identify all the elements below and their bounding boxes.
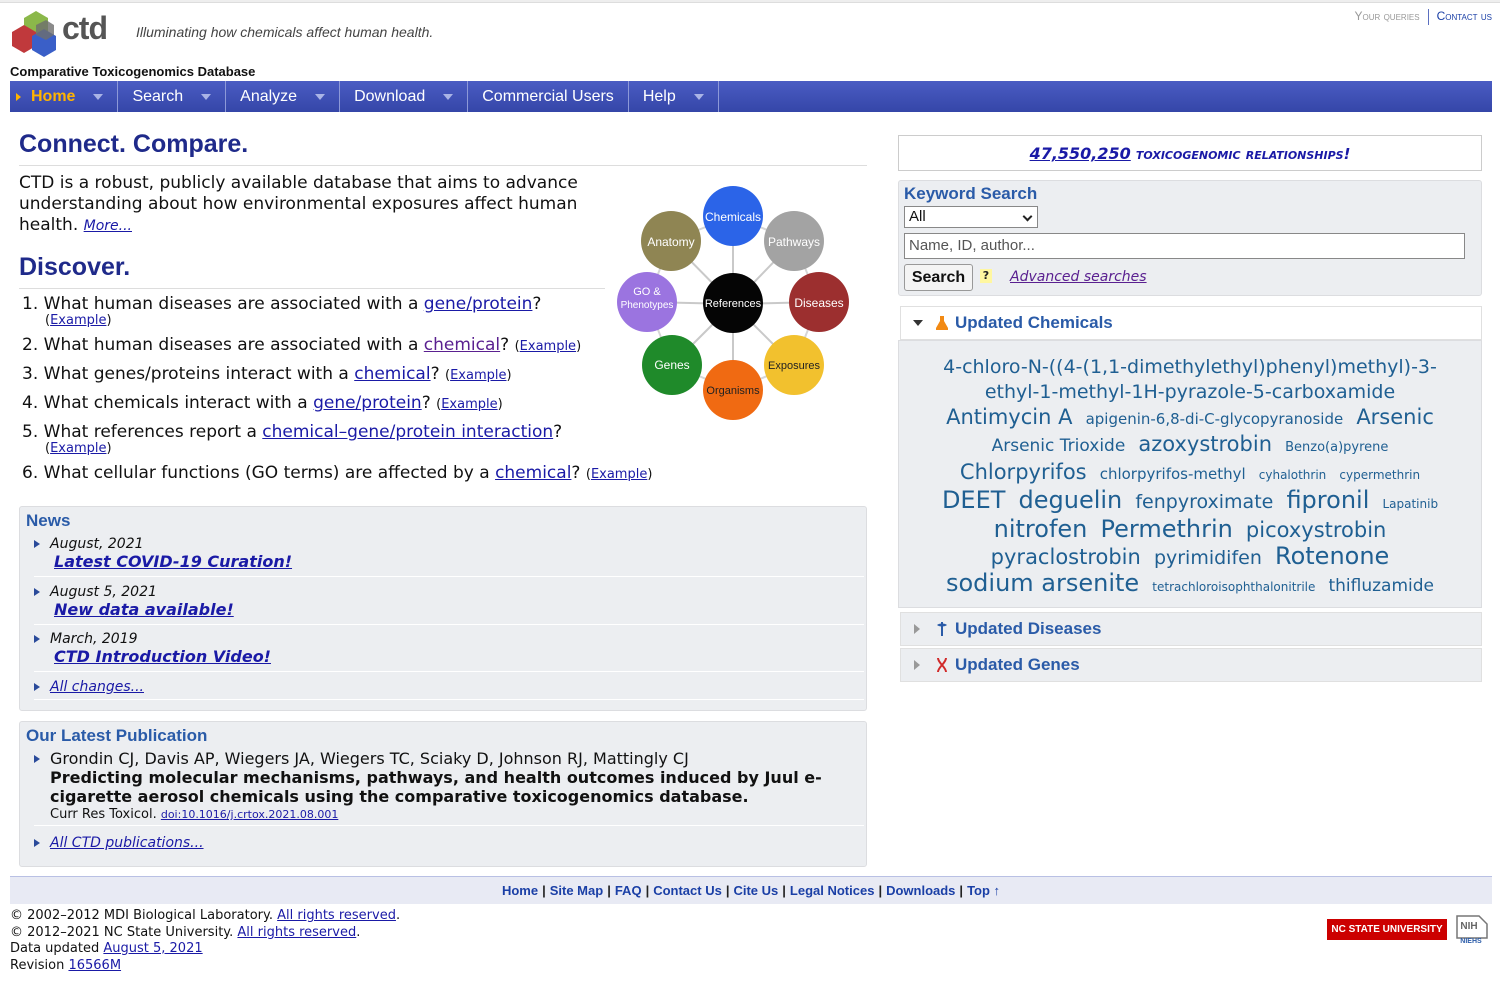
- contact-us-link[interactable]: Contact us: [1436, 9, 1492, 24]
- node-references[interactable]: [703, 273, 763, 333]
- question-text: What genes/proteins interact with a: [43, 364, 355, 384]
- help-icon[interactable]: ?: [980, 269, 992, 283]
- nav-download[interactable]: [340, 81, 468, 112]
- nav-analyze-label: Analyze: [240, 88, 298, 105]
- example-link[interactable]: Example: [590, 467, 648, 482]
- news-date: August 5, 2021: [50, 584, 157, 600]
- nav-home-label: Home: [31, 88, 76, 105]
- separator: |: [782, 883, 786, 898]
- publication-citation: [50, 806, 844, 824]
- svg-text:References: References: [704, 298, 762, 310]
- revision-link[interactable]: 16566M: [68, 957, 122, 973]
- example-link[interactable]: Example: [441, 397, 498, 412]
- question-mark: ?: [532, 294, 542, 314]
- relationships-banner: [898, 135, 1482, 171]
- nav-analyze[interactable]: [226, 81, 340, 112]
- top-links: [1354, 9, 1492, 25]
- intro-paragraph: CTD is a robust, publicly available database that aims to advance understanding about how environmental exposures affect human health.: [19, 173, 578, 235]
- node-go-phenotypes[interactable]: [617, 272, 677, 332]
- chemical-tag-link[interactable]: DEET: [941, 486, 1006, 514]
- question-item: [19, 462, 699, 486]
- footer-link-cite-us[interactable]: Cite Us: [733, 883, 779, 898]
- news-date: March, 2019: [50, 631, 138, 647]
- chemical-tag-link[interactable]: Chlorpyrifos: [959, 460, 1087, 484]
- question-text: What references report a: [43, 422, 263, 442]
- discover-questions: [19, 293, 699, 491]
- question-mark: ?: [553, 422, 563, 442]
- relationships-label: toxicogenomic relationships!: [1135, 145, 1351, 163]
- node-genes[interactable]: [642, 335, 702, 395]
- chevron-down-icon[interactable]: [443, 94, 453, 100]
- news-title: News: [26, 511, 71, 530]
- node-chemicals[interactable]: [703, 186, 763, 246]
- dna-icon: [936, 658, 948, 672]
- data-updated-link[interactable]: August 5, 2021: [103, 941, 203, 956]
- question-text: What human diseases are associated with a: [43, 294, 424, 314]
- question-text: What chemicals interact with a: [43, 393, 314, 413]
- example-link[interactable]: Example: [50, 441, 107, 456]
- footer-link-downloads[interactable]: Downloads: [886, 883, 956, 898]
- relationships-count[interactable]: 47,550,250: [1029, 144, 1131, 163]
- example-line: (Example): [45, 313, 112, 328]
- question-text: What cellular functions (GO terms) are affected by a: [43, 463, 496, 483]
- news-item: [34, 628, 864, 672]
- nav-search-label: Search: [132, 88, 184, 105]
- chemical-tag-link[interactable]: pyrimidifen: [1153, 547, 1262, 569]
- question-link[interactable]: chemical–gene/protein interaction: [262, 422, 554, 442]
- rights-link[interactable]: All rights reserved: [277, 908, 396, 923]
- example-link[interactable]: Example: [450, 368, 507, 383]
- your-queries-link[interactable]: Your queries: [1354, 9, 1420, 24]
- tagline: Illuminating how chemicals affect human health.: [136, 24, 434, 40]
- keyword-search-input[interactable]: Name, ID, author...: [904, 233, 1465, 259]
- question-link[interactable]: gene/protein: [313, 393, 422, 413]
- nav-search[interactable]: [118, 81, 226, 112]
- publication-authors: Grondin CJ, Davis AP, Wiegers JA, Wiegers TC, Sciaky D, Johnson RJ, Mattingly CJ: [50, 749, 689, 768]
- question-number: 1.: [22, 294, 39, 314]
- question-item: [19, 334, 699, 358]
- separator: |: [607, 883, 611, 898]
- nav-download-label: Download: [354, 88, 426, 105]
- all-publications-link[interactable]: All CTD publications...: [50, 835, 204, 851]
- publication-article-title: Predicting molecular mechanisms, pathways, and health outcomes induced by Juul e-cigarette aerosol chemicals using the comparative toxicogenomics database.: [50, 768, 822, 806]
- svg-text:NIEHS: NIEHS: [1460, 938, 1482, 944]
- svg-text:Pathways: Pathways: [767, 235, 821, 249]
- footer-nav: [10, 876, 1492, 904]
- separator: |: [878, 883, 883, 898]
- advanced-searches-link[interactable]: Advanced searches: [1010, 269, 1147, 285]
- news-date: August, 2021: [50, 536, 144, 552]
- news-item: [34, 533, 864, 577]
- updated-diseases-title: Updated Diseases: [955, 619, 1102, 638]
- search-button[interactable]: Search: [904, 264, 973, 291]
- svg-text:Chemicals: Chemicals: [704, 210, 762, 224]
- publication-title: Our Latest Publication: [26, 726, 208, 745]
- chemical-tag-link[interactable]: apigenin-6,8-di-C-glycopyranoside: [1085, 410, 1344, 428]
- example-wrap: (Example): [445, 368, 512, 383]
- svg-text:Anatomy: Anatomy: [647, 235, 695, 249]
- question-mark: ?: [430, 364, 440, 384]
- chemical-tag-link[interactable]: 4-chloro-N-((4-(1,1-dimethylethyl)phenyl)methyl)-3-ethyl-1-methyl-1H-pyrazole-5-carboxamide: [943, 356, 1437, 403]
- chemical-tag-link[interactable]: sodium arsenite: [945, 569, 1140, 597]
- caduceus-icon: [936, 622, 948, 636]
- node-exposures[interactable]: [764, 335, 824, 395]
- question-number: 3.: [22, 364, 39, 384]
- question-mark: ?: [500, 335, 510, 355]
- rights-link[interactable]: All rights reserved: [237, 924, 357, 940]
- copyright-line: © 2012–2021 NC State University. All rights reserved.: [10, 924, 361, 940]
- example-wrap: (Example): [514, 339, 582, 354]
- chevron-down-icon[interactable]: [694, 94, 704, 100]
- discover-title: Discover.: [19, 253, 131, 281]
- svg-text:Organisms: Organisms: [706, 385, 760, 397]
- chemical-tag-link[interactable]: pyraclostrobin: [990, 545, 1141, 569]
- node-anatomy[interactable]: [641, 211, 701, 271]
- example-line: (Example): [45, 441, 112, 456]
- chevron-down-icon[interactable]: [93, 94, 103, 100]
- question-item: [19, 421, 699, 457]
- separator: |: [645, 883, 650, 898]
- intro-text: [19, 173, 599, 237]
- chemical-tag-link[interactable]: Permethrin: [1100, 515, 1233, 543]
- intro-more-link[interactable]: More...: [83, 218, 132, 234]
- question-item: [19, 392, 699, 416]
- divider: [19, 288, 605, 289]
- nav-commercial-users-label: Commercial Users: [482, 88, 614, 105]
- node-pathways[interactable]: [764, 211, 824, 271]
- question-mark: ?: [571, 463, 581, 483]
- chemical-tag-link[interactable]: nitrofen: [993, 515, 1088, 543]
- question-item: [19, 293, 699, 329]
- logo-text[interactable]: ctd: [62, 10, 107, 46]
- data-relationship-diagram[interactable]: [612, 183, 862, 429]
- news-link[interactable]: Latest COVID-19 Curation!: [54, 552, 293, 571]
- example-link[interactable]: Example: [519, 339, 577, 354]
- all-changes-row: [34, 676, 864, 700]
- bullet-triangle-icon: [34, 540, 40, 548]
- updated-genes-header[interactable]: [900, 648, 1482, 682]
- data-updated-line: [10, 941, 400, 958]
- doi-link[interactable]: doi:10.1016/j.crtox.2021.08.001: [160, 808, 339, 821]
- chemical-tag-link[interactable]: Lapatinib: [1382, 497, 1439, 511]
- nih-logo-icon[interactable]: [1455, 912, 1489, 944]
- bullet-triangle-icon: [34, 635, 40, 643]
- revision-line: [10, 958, 400, 975]
- footer-link-faq[interactable]: FAQ: [614, 883, 642, 898]
- chemical-tag-link[interactable]: cyhalothrin: [1258, 468, 1327, 482]
- divider: [19, 165, 867, 166]
- question-text: What human diseases are associated with a: [43, 335, 424, 355]
- svg-text:Exposures: Exposures: [768, 360, 820, 372]
- question-number: 6.: [22, 463, 39, 483]
- svg-text:GO &: GO &: [633, 286, 661, 298]
- footer-link-top[interactable]: Top ↑: [967, 883, 1001, 898]
- footer-link-contact-us[interactable]: Contact Us: [653, 883, 722, 898]
- chemical-tag-link[interactable]: Arsenic Trioxide: [991, 436, 1126, 456]
- question-number: 2.: [22, 335, 39, 355]
- revision-label: Revision: [10, 957, 69, 973]
- example-link[interactable]: Example: [50, 313, 107, 328]
- all-publications-row: [34, 825, 864, 851]
- search-category-select[interactable]: [904, 206, 1038, 228]
- journal-name: Curr Res Toxicol.: [50, 807, 157, 822]
- chemical-tag-link[interactable]: chlorpyrifos-methyl: [1099, 465, 1246, 483]
- nav-help-label: Help: [642, 88, 676, 105]
- copyright-text: © 2002–2012 MDI Biological Laboratory.: [10, 908, 278, 923]
- publication-panel: [19, 721, 867, 867]
- question-link[interactable]: chemical: [495, 463, 572, 483]
- copyright-text: © 2012–2021 NC State University.: [10, 924, 238, 940]
- chemical-tag-link[interactable]: Benzo(a)pyrene: [1285, 440, 1389, 455]
- question-mark: ?: [421, 393, 431, 413]
- keyword-search-title: Keyword Search: [904, 184, 1038, 203]
- updated-genes-title: Updated Genes: [955, 655, 1080, 674]
- connect-title: Connect. Compare.: [19, 130, 249, 158]
- bullet-triangle-icon: [34, 683, 40, 691]
- separator: |: [959, 883, 964, 898]
- question-link[interactable]: chemical: [423, 335, 501, 355]
- chevron-right-icon: [914, 624, 920, 634]
- updated-diseases-header[interactable]: [900, 612, 1482, 646]
- footer-link-home[interactable]: Home: [501, 883, 539, 898]
- chemical-tag-link[interactable]: picoxystrobin: [1245, 518, 1387, 542]
- example-wrap: (Example): [436, 397, 503, 412]
- bullet-triangle-icon: [34, 755, 40, 763]
- news-item: [34, 581, 864, 625]
- separator: |: [542, 883, 546, 898]
- svg-text:Phenotypes: Phenotypes: [620, 300, 674, 311]
- top-border: [0, 0, 1500, 3]
- example-wrap: (Example): [585, 467, 653, 482]
- bullet-triangle-icon: [34, 839, 40, 847]
- copyright-block: [10, 908, 400, 974]
- chevron-down-icon: [913, 320, 923, 326]
- nav-commercial-users[interactable]: [468, 81, 629, 112]
- news-panel: [19, 506, 867, 711]
- chemical-tag-link[interactable]: Rotenone: [1274, 542, 1390, 570]
- question-link[interactable]: chemical: [354, 364, 431, 384]
- updated-chemicals-title: Updated Chemicals: [955, 313, 1113, 332]
- chemical-tag-link[interactable]: Arsenic: [1356, 405, 1434, 429]
- chemical-tag-link[interactable]: azoxystrobin: [1138, 432, 1273, 456]
- chevron-down-icon: [1023, 212, 1033, 222]
- chemical-tag-link[interactable]: tetrachloroisophthalonitrile: [1152, 580, 1316, 594]
- copyright-line: © 2002–2012 MDI Biological Laboratory. All rights reserved.: [10, 908, 401, 923]
- main-nav: [10, 81, 1492, 112]
- nav-home[interactable]: [10, 81, 118, 112]
- publication-entry: [34, 749, 844, 824]
- chemical-tag-link[interactable]: fipronil: [1286, 486, 1370, 514]
- question-item: [19, 363, 699, 387]
- chevron-down-icon[interactable]: [201, 94, 211, 100]
- divider: [1428, 9, 1429, 25]
- bullet-triangle-icon: [34, 588, 40, 596]
- chevron-right-icon: [914, 660, 920, 670]
- updated-chemicals-header[interactable]: [900, 306, 1482, 340]
- all-changes-link[interactable]: All changes...: [50, 679, 144, 695]
- chevron-down-icon[interactable]: [315, 94, 325, 100]
- chemical-tag-link[interactable]: thifluzamide: [1328, 576, 1435, 596]
- flask-icon: [936, 316, 948, 330]
- footer-link-legal-notices[interactable]: Legal Notices: [789, 883, 875, 898]
- current-page-arrow-icon: [16, 93, 21, 101]
- site-name: Comparative Toxicogenomics Database: [10, 64, 256, 79]
- question-number: 5.: [22, 422, 39, 442]
- data-updated-label: Data updated: [10, 941, 104, 956]
- question-number: 4.: [22, 393, 39, 413]
- chemical-tag-link[interactable]: deguelin: [1018, 486, 1123, 514]
- chemical-tag-link[interactable]: Antimycin A: [946, 405, 1073, 429]
- ncstate-logo[interactable]: NC STATE UNIVERSITY: [1327, 919, 1447, 940]
- news-link[interactable]: New data available!: [54, 600, 234, 619]
- svg-text:Diseases: Diseases: [794, 296, 844, 310]
- node-diseases[interactable]: [789, 272, 849, 332]
- node-organisms[interactable]: [703, 360, 763, 420]
- question-link[interactable]: gene/protein: [423, 294, 533, 314]
- news-link[interactable]: CTD Introduction Video!: [54, 647, 271, 666]
- footer-link-site-map[interactable]: Site Map: [549, 883, 604, 898]
- nav-help[interactable]: [629, 81, 719, 112]
- svg-text:NIH: NIH: [1460, 921, 1478, 932]
- select-value: All: [909, 208, 926, 225]
- chemical-tag-link[interactable]: fenpyroximate: [1135, 491, 1274, 513]
- chemicals-tag-cloud: [898, 340, 1482, 608]
- chemical-tag-link[interactable]: cypermethrin: [1339, 468, 1421, 482]
- svg-text:Genes: Genes: [654, 358, 690, 372]
- separator: |: [725, 883, 730, 898]
